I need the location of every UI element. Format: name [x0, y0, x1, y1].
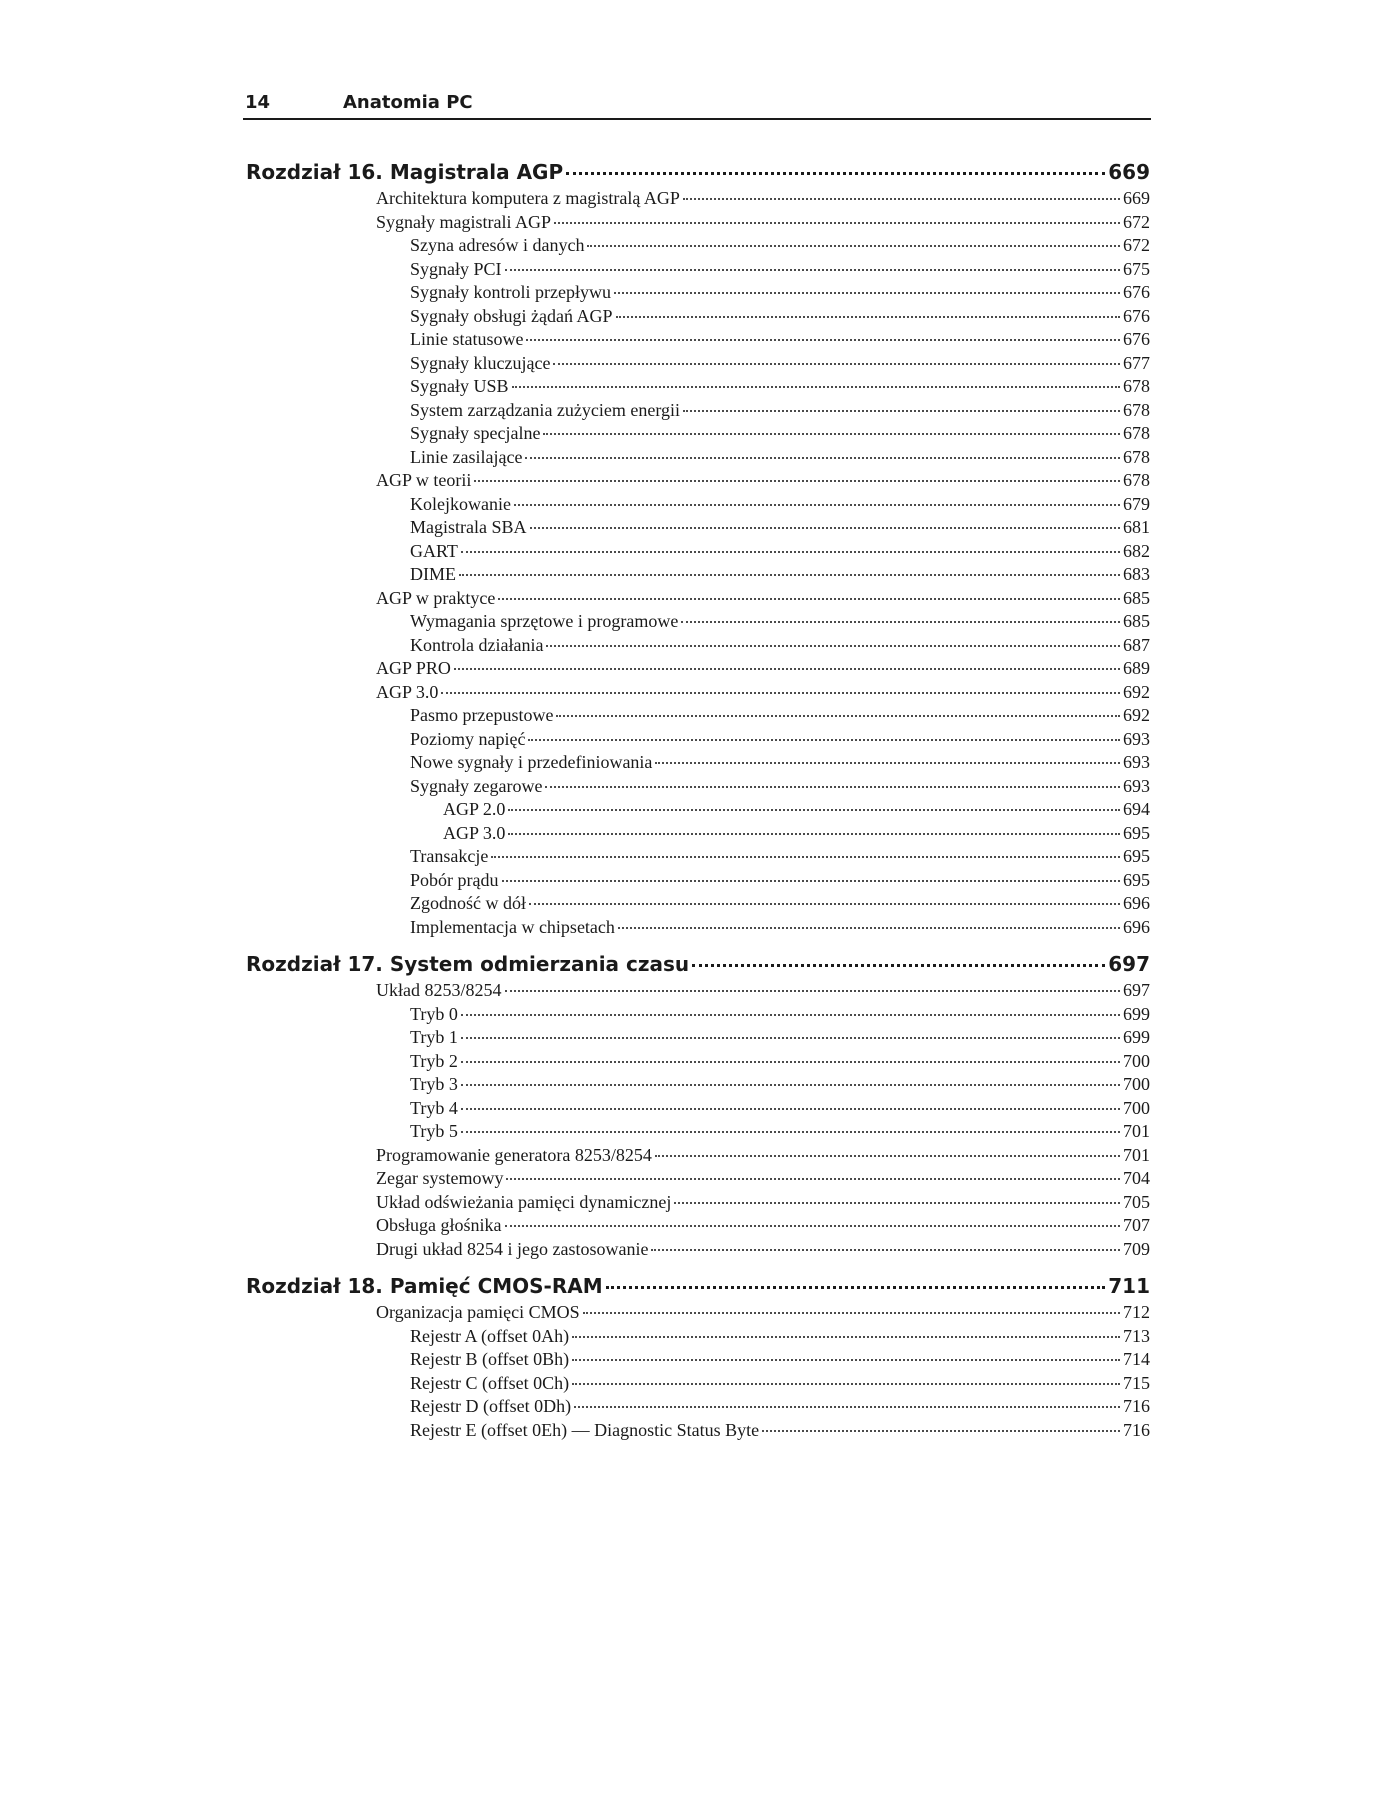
- toc-entry[interactable]: [246, 682, 1150, 706]
- toc-entry[interactable]: [246, 1215, 1150, 1239]
- entry-page: 695: [1123, 846, 1150, 866]
- dot-leader: [566, 172, 1105, 175]
- entry-page: 672: [1123, 211, 1150, 232]
- entry-title: Układ odświeżania pamięci dynamicznej: [376, 1191, 672, 1212]
- dot-leader: [614, 292, 1120, 294]
- dot-leader: [692, 964, 1105, 967]
- entry-title: Rejestr A (offset 0Ah): [410, 1325, 570, 1346]
- toc-entry[interactable]: [246, 893, 1150, 917]
- dot-leader: [545, 786, 1120, 788]
- entry-page: 676: [1123, 305, 1150, 326]
- toc-entry[interactable]: [246, 541, 1150, 565]
- entry-title: Szyna adresów i danych: [410, 235, 585, 255]
- dot-leader: [530, 527, 1121, 529]
- entry-page: 681: [1123, 517, 1150, 537]
- dot-leader: [506, 1178, 1120, 1180]
- entry-page: 713: [1123, 1325, 1150, 1346]
- dot-leader: [505, 1225, 1121, 1227]
- chapter-page: 669: [1108, 160, 1150, 184]
- dot-leader: [461, 1037, 1120, 1039]
- entry-page: 672: [1123, 235, 1150, 255]
- entry-title: Tryb 0: [410, 1003, 458, 1024]
- entry-title: Obsługa głośnika: [376, 1215, 502, 1235]
- entry-page: 685: [1123, 587, 1150, 608]
- toc-entry[interactable]: [246, 1239, 1150, 1263]
- entry-page: 678: [1123, 446, 1150, 467]
- dot-leader: [606, 1286, 1106, 1289]
- dot-leader: [508, 809, 1120, 811]
- entry-title: AGP 2.0: [443, 799, 506, 819]
- entry-title: System zarządzania zużyciem energii: [410, 399, 681, 420]
- entry-title: Poziomy napięć: [410, 728, 526, 749]
- entry-page: 669: [1123, 188, 1150, 208]
- dot-leader: [674, 1202, 1120, 1204]
- toc-entry[interactable]: [246, 494, 1150, 518]
- toc-entry[interactable]: [246, 517, 1150, 541]
- toc-entry[interactable]: [246, 1121, 1150, 1145]
- dot-leader: [491, 856, 1120, 858]
- entry-page: 701: [1123, 1121, 1150, 1141]
- entry-title: Rejestr E (offset 0Eh) — Diagnostic Status Byte: [410, 1419, 760, 1440]
- entry-title: Sygnały specjalne: [410, 423, 541, 443]
- dot-leader: [572, 1336, 1120, 1338]
- toc-entry[interactable]: [246, 1420, 1150, 1444]
- entry-title: AGP 3.0: [376, 681, 439, 702]
- entry-title: Rejestr B (offset 0Bh): [410, 1349, 570, 1369]
- entry-title: Kolejkowanie: [410, 493, 511, 514]
- dot-leader: [528, 739, 1120, 741]
- dot-leader: [508, 833, 1120, 835]
- entry-page: 694: [1123, 799, 1150, 819]
- entry-title: Układ 8253/8254: [376, 980, 502, 1000]
- dot-leader: [681, 621, 1120, 623]
- entry-page: 700: [1123, 1050, 1150, 1071]
- entry-page: 704: [1123, 1168, 1150, 1188]
- dot-leader: [655, 762, 1120, 764]
- entry-title: Pasmo przepustowe: [410, 705, 554, 725]
- toc-entry[interactable]: [246, 588, 1150, 612]
- toc-entry[interactable]: [246, 447, 1150, 471]
- dot-leader: [525, 457, 1120, 459]
- dot-leader: [459, 574, 1120, 576]
- toc-entry[interactable]: [246, 846, 1150, 870]
- running-header: [243, 88, 1151, 120]
- toc-entry[interactable]: [246, 611, 1150, 635]
- dot-leader: [461, 1084, 1120, 1086]
- entry-title: DIME: [410, 564, 456, 584]
- entry-page: 697: [1123, 980, 1150, 1000]
- toc-entry[interactable]: [246, 188, 1150, 212]
- toc-entry[interactable]: [246, 423, 1150, 447]
- toc-entry[interactable]: [246, 376, 1150, 400]
- entry-title: Linie statusowe: [410, 329, 524, 349]
- entry-page: 695: [1123, 869, 1150, 890]
- dot-leader: [655, 1155, 1120, 1157]
- toc-entry[interactable]: [246, 1192, 1150, 1216]
- chapter-heading[interactable]: [246, 952, 1150, 980]
- entry-title: Rejestr C (offset 0Ch): [410, 1372, 570, 1393]
- toc-entry[interactable]: [246, 1373, 1150, 1397]
- entry-page: 678: [1123, 470, 1150, 490]
- entry-title: Sygnały zegarowe: [410, 775, 543, 796]
- dot-leader: [461, 1108, 1120, 1110]
- chapter-title: Rozdział 18. Pamięć CMOS-RAM: [246, 1274, 603, 1298]
- dot-leader: [683, 410, 1120, 412]
- chapter-heading[interactable]: [246, 160, 1150, 188]
- toc-entry[interactable]: [246, 729, 1150, 753]
- dot-leader: [554, 222, 1120, 224]
- entry-page: 695: [1123, 822, 1150, 843]
- entry-page: 705: [1123, 1191, 1150, 1212]
- toc-entry[interactable]: [246, 705, 1150, 729]
- dot-leader: [572, 1359, 1120, 1361]
- entry-title: Nowe sygnały i przedefiniowania: [410, 752, 653, 772]
- entry-title: Magistrala SBA: [410, 517, 527, 537]
- entry-page: 712: [1123, 1302, 1150, 1322]
- entry-title: Tryb 4: [410, 1097, 458, 1118]
- entry-title: AGP PRO: [376, 658, 451, 678]
- entry-page: 696: [1123, 893, 1150, 913]
- entry-title: Sygnały magistrali AGP: [376, 211, 551, 232]
- dot-leader: [526, 339, 1120, 341]
- toc-entry[interactable]: [246, 1302, 1150, 1326]
- entry-title: Transakcje: [410, 846, 489, 866]
- entry-title: Tryb 1: [410, 1027, 458, 1047]
- entry-title: AGP w praktyce: [376, 587, 496, 608]
- toc-entry[interactable]: [246, 1074, 1150, 1098]
- entry-page: 692: [1123, 705, 1150, 725]
- entry-page: 683: [1123, 564, 1150, 584]
- dot-leader: [441, 692, 1120, 694]
- table-of-contents: [246, 160, 1150, 1443]
- entry-title: Sygnały obsługi żądań AGP: [410, 305, 613, 326]
- toc-entry[interactable]: [246, 870, 1150, 894]
- entry-page: 675: [1123, 258, 1150, 279]
- dot-leader: [683, 198, 1120, 200]
- entry-page: 707: [1123, 1215, 1150, 1235]
- dot-leader: [616, 316, 1121, 318]
- toc-entry[interactable]: [246, 212, 1150, 236]
- entry-title: Tryb 2: [410, 1050, 458, 1071]
- entry-page: 715: [1123, 1372, 1150, 1393]
- entry-title: GART: [410, 540, 458, 561]
- dot-leader: [583, 1312, 1120, 1314]
- entry-page: 714: [1123, 1349, 1150, 1369]
- entry-page: 678: [1123, 399, 1150, 420]
- dot-leader: [505, 269, 1120, 271]
- entry-page: 693: [1123, 752, 1150, 772]
- entry-page: 699: [1123, 1027, 1150, 1047]
- dot-leader: [546, 645, 1120, 647]
- dot-leader: [762, 1430, 1120, 1432]
- entry-title: Zgodność w dół: [410, 893, 526, 913]
- dot-leader: [574, 1406, 1120, 1408]
- entry-page: 679: [1123, 493, 1150, 514]
- dot-leader: [498, 598, 1120, 600]
- entry-title: Tryb 5: [410, 1121, 458, 1141]
- toc-entry[interactable]: [246, 235, 1150, 259]
- toc-entry[interactable]: [246, 635, 1150, 659]
- chapter-heading[interactable]: [246, 1274, 1150, 1302]
- dot-leader: [461, 1131, 1120, 1133]
- entry-title: Programowanie generatora 8253/8254: [376, 1144, 652, 1165]
- toc-entry[interactable]: [246, 752, 1150, 776]
- entry-page: 709: [1123, 1238, 1150, 1259]
- toc-entry[interactable]: [246, 470, 1150, 494]
- toc-entry[interactable]: [246, 329, 1150, 353]
- book-title: Anatomia PC: [343, 92, 473, 113]
- entry-page: 687: [1123, 634, 1150, 655]
- entry-title: Tryb 3: [410, 1074, 458, 1094]
- entry-title: Organizacja pamięci CMOS: [376, 1302, 580, 1322]
- dot-leader: [529, 903, 1120, 905]
- toc-entry[interactable]: [246, 1098, 1150, 1122]
- dot-leader: [454, 668, 1120, 670]
- dot-leader: [502, 880, 1121, 882]
- entry-page: 693: [1123, 775, 1150, 796]
- chapter-page: 697: [1108, 952, 1150, 976]
- entry-title: Zegar systemowy: [376, 1168, 504, 1188]
- entry-page: 676: [1123, 329, 1150, 349]
- toc-entry[interactable]: [246, 917, 1150, 941]
- entry-title: Architektura komputera z magistralą AGP: [376, 188, 680, 208]
- entry-title: Sygnały kluczujące: [410, 352, 551, 373]
- entry-page: 701: [1123, 1144, 1150, 1165]
- toc-entry[interactable]: [246, 259, 1150, 283]
- dot-leader: [543, 433, 1120, 435]
- dot-leader: [572, 1383, 1120, 1385]
- dot-leader: [553, 363, 1120, 365]
- toc-entry[interactable]: [246, 353, 1150, 377]
- entry-title: Sygnały PCI: [410, 258, 502, 279]
- chapter-title: Rozdział 16. Magistrala AGP: [246, 160, 564, 184]
- entry-page: 685: [1123, 611, 1150, 631]
- dot-leader: [587, 245, 1120, 247]
- dot-leader: [505, 990, 1121, 992]
- entry-page: 678: [1123, 376, 1150, 396]
- entry-title: Sygnały USB: [410, 376, 509, 396]
- toc-entry[interactable]: [246, 1145, 1150, 1169]
- toc-entry[interactable]: [246, 564, 1150, 588]
- toc-entry[interactable]: [246, 799, 1150, 823]
- page-number: 14: [245, 92, 271, 113]
- dot-leader: [514, 504, 1120, 506]
- toc-entry[interactable]: [246, 1326, 1150, 1350]
- toc-entry[interactable]: [246, 1168, 1150, 1192]
- toc-entry[interactable]: [246, 306, 1150, 330]
- toc-entry[interactable]: [246, 658, 1150, 682]
- dot-leader: [461, 1014, 1120, 1016]
- entry-page: 696: [1123, 916, 1150, 937]
- chapter-title: Rozdział 17. System odmierzania czasu: [246, 952, 690, 976]
- entry-title: Pobór prądu: [410, 869, 499, 890]
- dot-leader: [512, 386, 1120, 388]
- toc-entry[interactable]: [246, 400, 1150, 424]
- toc-entry[interactable]: [246, 776, 1150, 800]
- entry-title: Kontrola działania: [410, 634, 544, 655]
- toc-entry[interactable]: [246, 282, 1150, 306]
- chapter-page: 711: [1108, 1274, 1150, 1298]
- toc-entry[interactable]: [246, 980, 1150, 1004]
- entry-page: 716: [1123, 1396, 1150, 1416]
- entry-title: AGP 3.0: [443, 822, 506, 843]
- entry-page: 678: [1123, 423, 1150, 443]
- dot-leader: [651, 1249, 1120, 1251]
- toc-entry[interactable]: [246, 1051, 1150, 1075]
- dot-leader: [618, 927, 1120, 929]
- dot-leader: [461, 551, 1120, 553]
- entry-page: 699: [1123, 1003, 1150, 1024]
- entry-page: 682: [1123, 540, 1150, 561]
- entry-page: 716: [1123, 1419, 1150, 1440]
- entry-title: Rejestr D (offset 0Dh): [410, 1396, 572, 1416]
- toc-entry[interactable]: [246, 1004, 1150, 1028]
- dot-leader: [461, 1061, 1120, 1063]
- toc-entry[interactable]: [246, 1349, 1150, 1373]
- entry-title: Linie zasilające: [410, 446, 523, 467]
- entry-page: 677: [1123, 352, 1150, 373]
- dot-leader: [474, 480, 1120, 482]
- dot-leader: [556, 715, 1120, 717]
- toc-entry[interactable]: [246, 1396, 1150, 1420]
- toc-entry[interactable]: [246, 1027, 1150, 1051]
- entry-title: Wymagania sprzętowe i programowe: [410, 611, 679, 631]
- entry-page: 676: [1123, 282, 1150, 302]
- toc-entry[interactable]: [246, 823, 1150, 847]
- entry-title: AGP w teorii: [376, 470, 472, 490]
- entry-title: Implementacja w chipsetach: [410, 916, 615, 937]
- entry-page: 689: [1123, 658, 1150, 678]
- entry-title: Sygnały kontroli przepływu: [410, 282, 611, 302]
- entry-page: 700: [1123, 1097, 1150, 1118]
- entry-page: 693: [1123, 728, 1150, 749]
- entry-page: 700: [1123, 1074, 1150, 1094]
- entry-page: 692: [1123, 681, 1150, 702]
- entry-title: Drugi układ 8254 i jego zastosowanie: [376, 1238, 649, 1259]
